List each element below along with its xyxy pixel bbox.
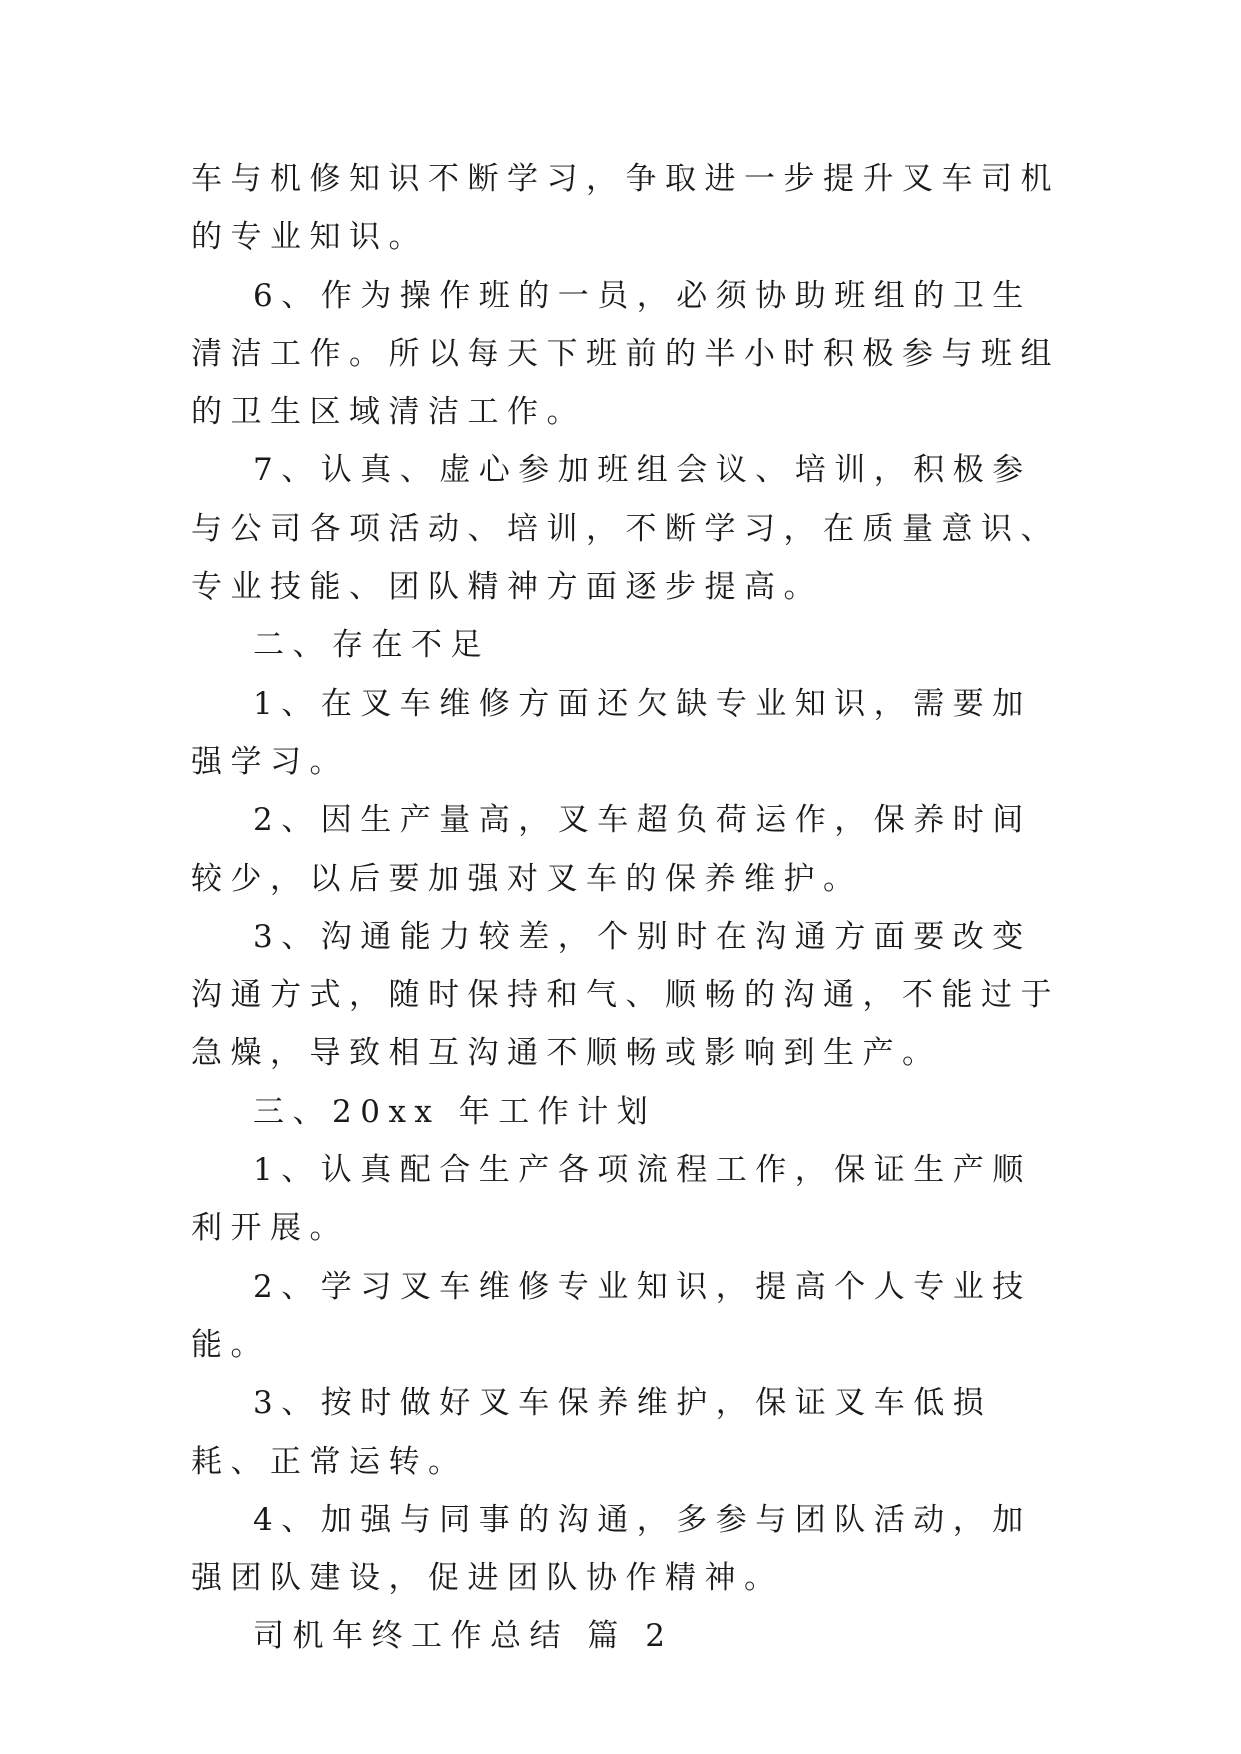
paragraph-plan-4: 4、加强与同事的沟通，多参与团队活动，加强团队建设，促进团队协作精神。 (191, 1501, 1032, 1597)
paragraph-shortcoming-1: 1、在叉车维修方面还欠缺专业知识，需要加强学习。 (191, 685, 1032, 780)
paragraph-plan-1: 1、认真配合生产各项流程工作，保证生产顺利开展。 (191, 1152, 1032, 1247)
paragraph-plan-2: 2、学习叉车维修专业知识，提高个人专业技能。 (191, 1268, 1032, 1363)
heading-shortcomings: 二、存在不足 (253, 627, 490, 664)
paragraph-shortcoming-2: 2、因生产量高，叉车超负荷运作，保养时间较少，以后要加强对叉车的保养维护。 (191, 802, 1032, 897)
paragraph-plan-3: 3、按时做好叉车保养维护，保证叉车低损耗、正常运转。 (191, 1385, 993, 1480)
paragraph-shortcoming-3: 3、沟通能力较差，个别时在沟通方面要改变沟通方式，随时保持和气、顺畅的沟通，不能过于急燥，导致相互沟通不顺畅或影响到生产。 (191, 918, 1060, 1072)
document-body (191, 150, 1071, 1666)
section-title: 司机年终工作总结 篇 2 (253, 1618, 674, 1655)
paragraph-continuation: 车与机修知识不断学习，争取进一步提升叉车司机的专业知识。 (191, 161, 1060, 256)
paragraph-item-7: 7、认真、虚心参加班组会议、培训，积极参与公司各项活动、培训，不断学习，在质量意识、专业技能、团队精神方面逐步提高。 (191, 452, 1060, 606)
paragraph-item-6: 6、作为操作班的一员，必须协助班组的卫生清洁工作。所以每天下班前的半小时积极参与班组的卫生区域清洁工作。 (191, 277, 1060, 431)
heading-work-plan: 三、20xx 年工作计划 (253, 1093, 657, 1130)
